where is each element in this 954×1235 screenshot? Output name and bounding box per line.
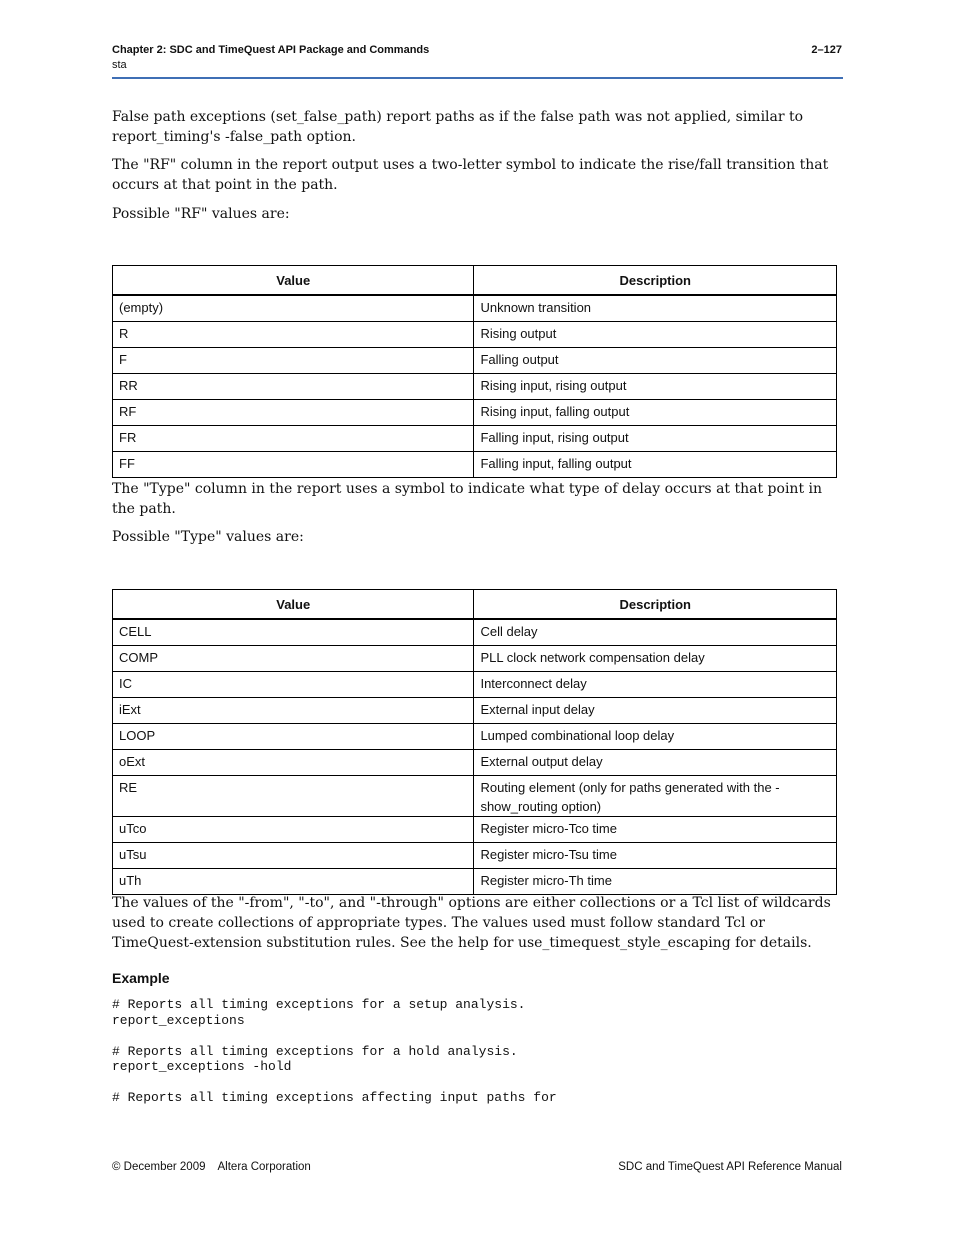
value-cell: uTsu	[113, 843, 474, 869]
value-cell: uTh	[113, 869, 474, 895]
table-row	[113, 698, 837, 724]
table-header-row	[113, 590, 837, 620]
paragraph-type-column: The "Type" column in the report uses a symbol to indicate what type of delay occurs at that point in the path.	[112, 481, 823, 517]
description-cell: Rising output	[474, 322, 837, 348]
description-cell: Rising input, falling output	[474, 400, 837, 426]
description-cell: Unknown transition	[474, 295, 837, 322]
value-cell: IC	[113, 672, 474, 698]
description-cell: Interconnect delay	[474, 672, 837, 698]
description-cell: Lumped combinational loop delay	[474, 724, 837, 750]
table-row	[113, 869, 837, 895]
description-cell: Routing element (only for paths generated with the -show_routing option)	[474, 776, 837, 817]
value-cell: COMP	[113, 646, 474, 672]
paragraph-false-path: False path exceptions (set_false_path) report paths as if the false path was not applied, similar to report_timing's -false_path option.	[112, 109, 804, 145]
value-cell: RE	[113, 776, 474, 817]
table-row	[113, 426, 837, 452]
column-header-value: Value	[113, 266, 474, 296]
table-row	[113, 295, 837, 322]
table-row	[113, 374, 837, 400]
value-cell: F	[113, 348, 474, 374]
description-cell: Falling input, falling output	[474, 452, 837, 478]
table-row	[113, 750, 837, 776]
value-cell: R	[113, 322, 474, 348]
page-number: 2–127	[811, 44, 842, 56]
description-cell: Falling input, rising output	[474, 426, 837, 452]
table-row	[113, 322, 837, 348]
column-header-description: Description	[474, 590, 837, 620]
paragraph-rf-column: The "RF" column in the report output uses a two-letter symbol to indicate the rise/fall transition that occurs at that point in the path.	[112, 157, 829, 193]
description-cell: Cell delay	[474, 619, 837, 646]
paragraph-options-values: The values of the "-from", "-to", and "-through" options are either collections or a Tcl list of wildcards used to create collections of appropriate types. The values used must follow standard Tcl or TimeQuest-extension substitution rules. See the help for use_timequest_style_escaping for details.	[112, 895, 831, 951]
section-name: sta	[112, 59, 127, 71]
description-cell: Register micro-Tsu time	[474, 843, 837, 869]
table-row	[113, 672, 837, 698]
table-row	[113, 452, 837, 478]
value-cell: CELL	[113, 619, 474, 646]
column-header-description: Description	[474, 266, 837, 296]
type-values-table	[112, 589, 837, 895]
table-row	[113, 646, 837, 672]
table-row	[113, 348, 837, 374]
table-row	[113, 776, 837, 817]
description-cell: Rising input, rising output	[474, 374, 837, 400]
description-cell: PLL clock network compensation delay	[474, 646, 837, 672]
footer-left	[112, 1161, 311, 1173]
description-cell: External input delay	[474, 698, 837, 724]
table-row	[113, 400, 837, 426]
footer-manual-title: SDC and TimeQuest API Reference Manual	[618, 1161, 842, 1173]
paragraph-type-values-intro: Possible "Type" values are:	[112, 529, 304, 545]
rf-values-table	[112, 265, 837, 478]
value-cell: LOOP	[113, 724, 474, 750]
description-cell: Register micro-Th time	[474, 869, 837, 895]
value-cell: oExt	[113, 750, 474, 776]
description-cell: Falling output	[474, 348, 837, 374]
value-cell: uTco	[113, 817, 474, 843]
column-header-value: Value	[113, 590, 474, 620]
table-row	[113, 724, 837, 750]
table-row	[113, 619, 837, 646]
code-example: # Reports all timing exceptions for a setup analysis. report_exceptions # Reports all timing exceptions for a hold analysis. report_exceptions -hold # Reports all timing exceptions affecting input paths for	[112, 997, 557, 1105]
footer-date: © December 2009	[112, 1161, 206, 1173]
paragraph-rf-values-intro: Possible "RF" values are:	[112, 206, 290, 222]
value-cell: FR	[113, 426, 474, 452]
value-cell: RF	[113, 400, 474, 426]
description-cell: Register micro-Tco time	[474, 817, 837, 843]
description-cell: External output delay	[474, 750, 837, 776]
chapter-title: Chapter 2: SDC and TimeQuest API Package and Commands	[112, 44, 430, 56]
value-cell: (empty)	[113, 295, 474, 322]
footer-company: Altera Corporation	[217, 1161, 311, 1173]
example-heading: Example	[112, 970, 170, 986]
value-cell: iExt	[113, 698, 474, 724]
value-cell: RR	[113, 374, 474, 400]
table-row	[113, 817, 837, 843]
value-cell: FF	[113, 452, 474, 478]
table-row	[113, 843, 837, 869]
header-rule	[112, 77, 843, 79]
table-header-row	[113, 266, 837, 296]
